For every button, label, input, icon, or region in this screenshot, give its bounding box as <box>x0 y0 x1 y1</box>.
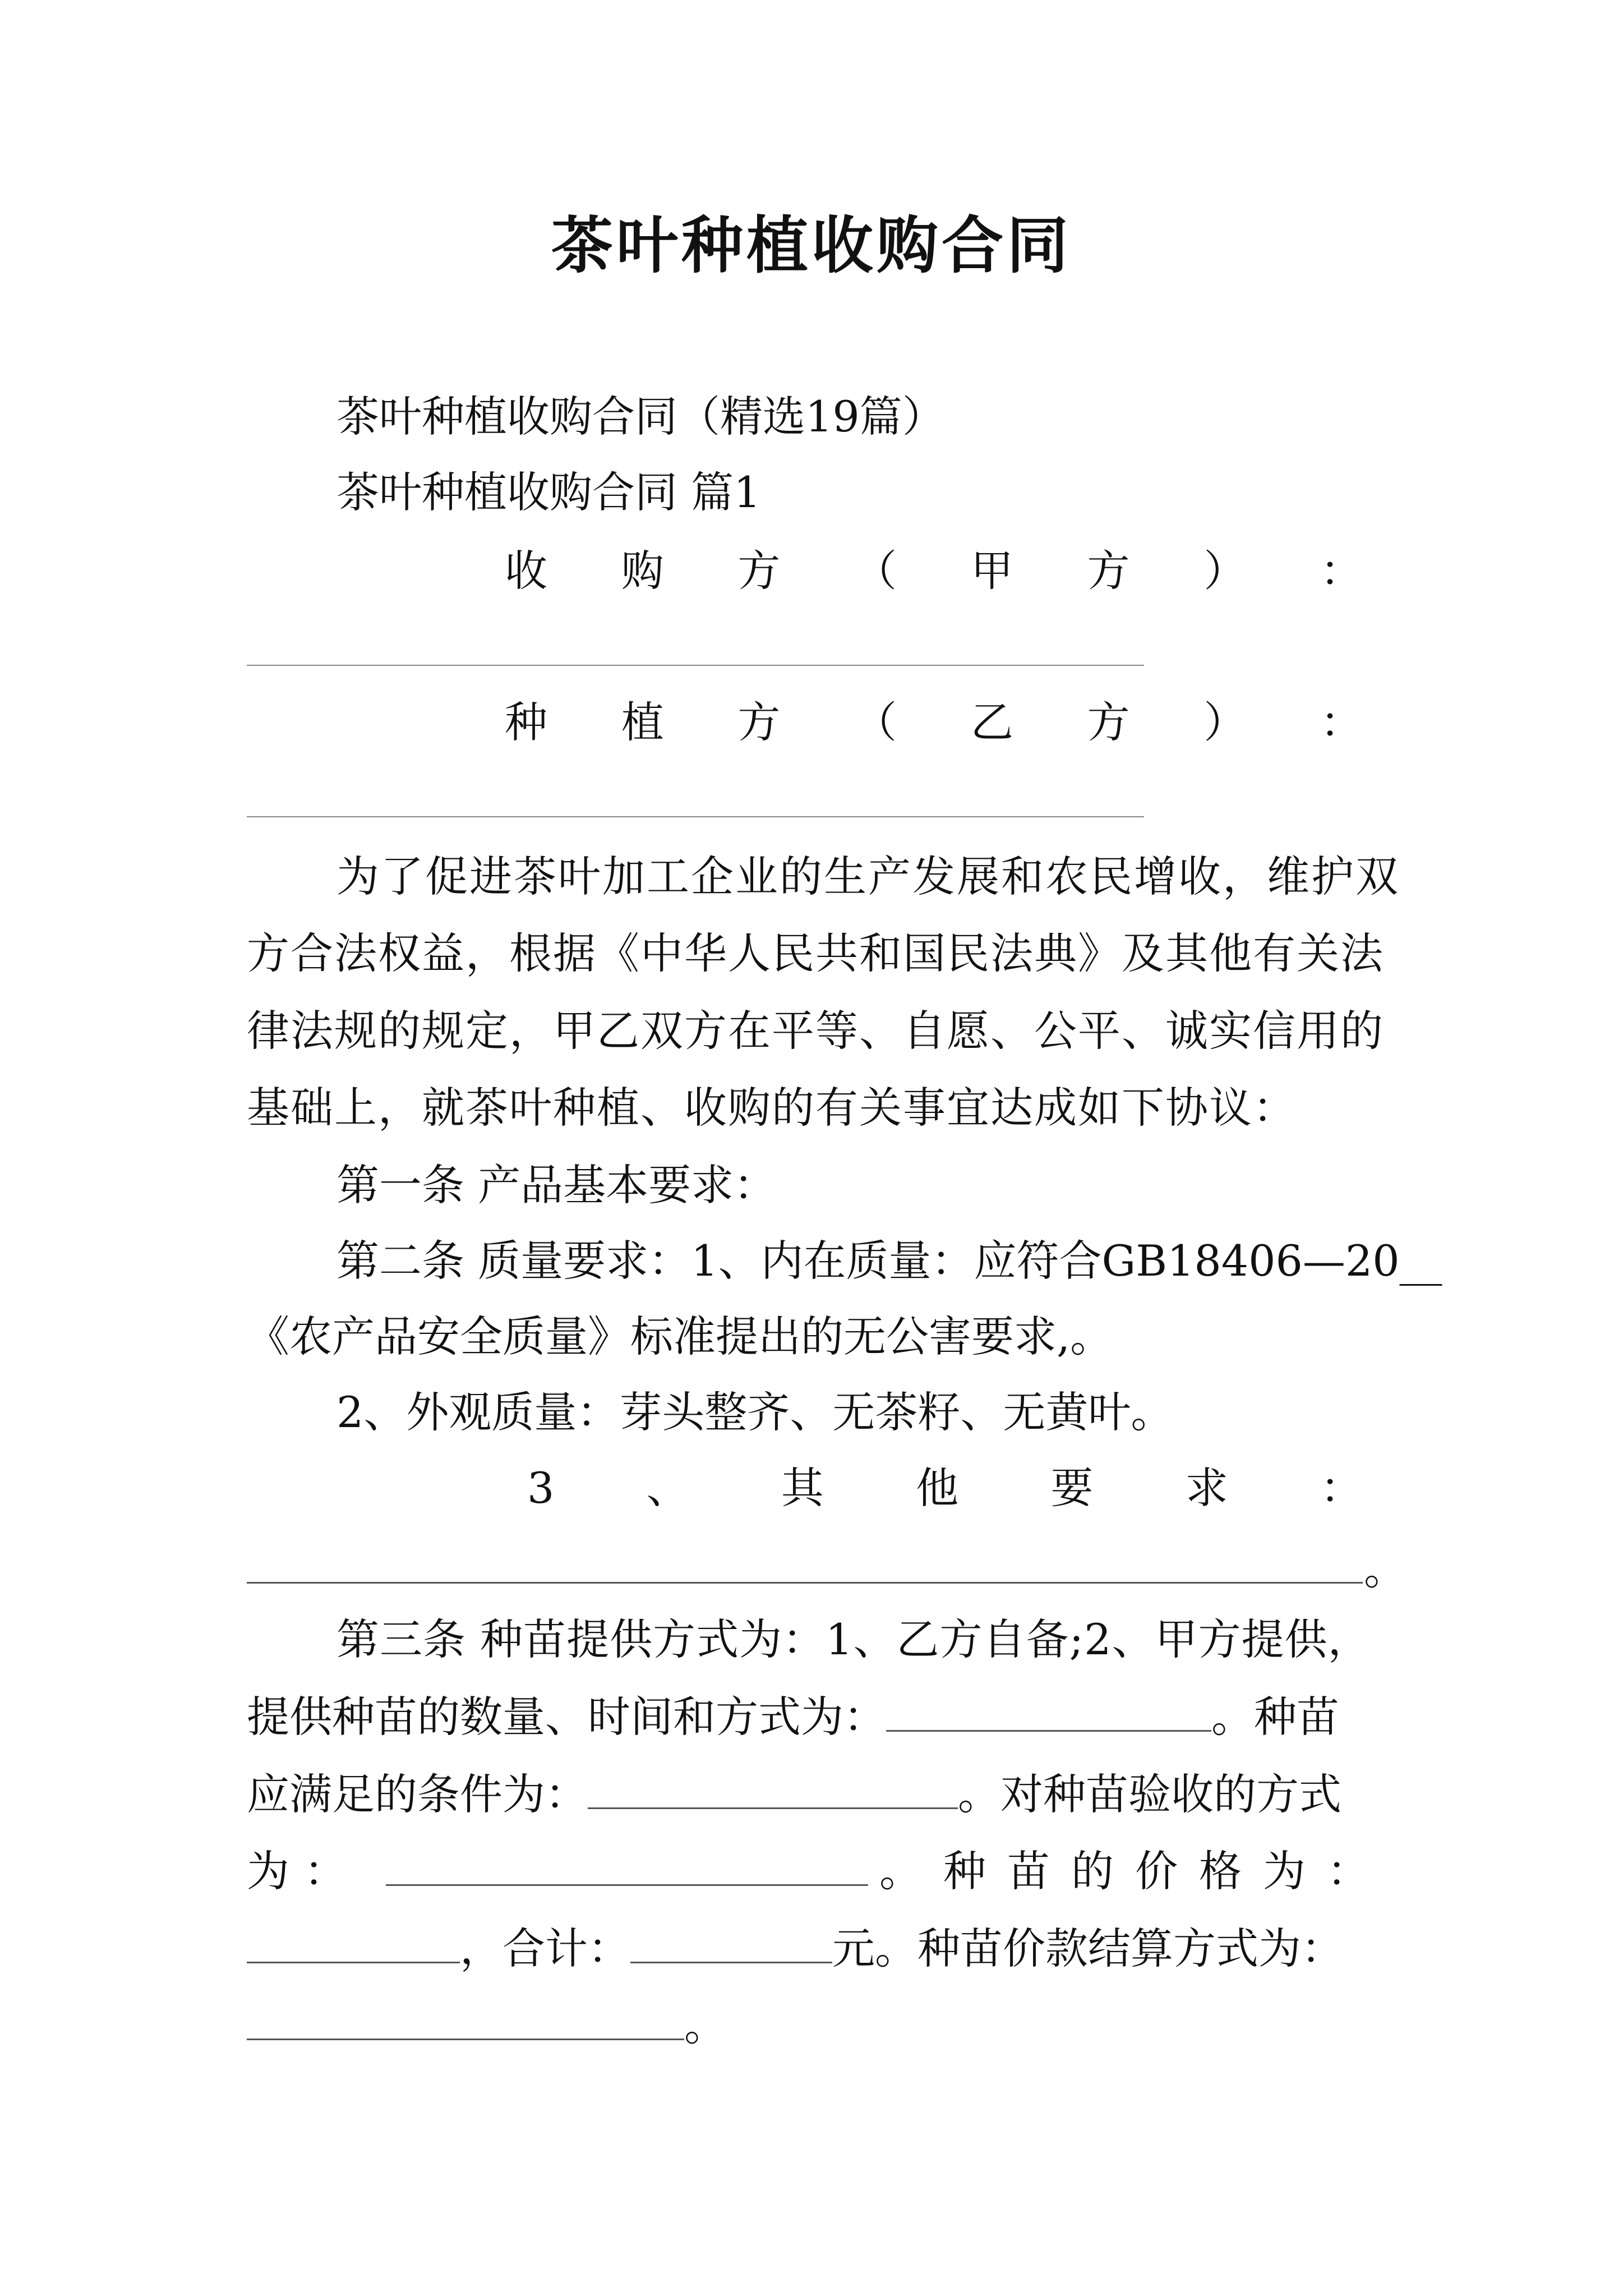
article-3-line-2 <box>247 1692 1339 1742</box>
party-a-char: 甲 <box>970 546 1013 596</box>
party-b-char: ： <box>1320 697 1363 747</box>
party-a-char: （ <box>854 546 897 596</box>
article-3-line-3 <box>247 1769 1341 1819</box>
article-3-line-6-end: 。 <box>684 2000 727 2050</box>
party-a-label <box>505 546 1363 596</box>
party-b-char: （ <box>854 697 897 747</box>
other-requirements-label <box>527 1463 1363 1513</box>
settlement-method-blank <box>247 2004 684 2040</box>
article-1: 第一条 产品基本要求： <box>336 1160 777 1210</box>
article-3-line-5 <box>247 1924 1344 1973</box>
inspection-method-blank <box>386 1849 868 1886</box>
article-3-line-2-text: 提供种苗的数量、时间和方式为： <box>247 1692 886 1742</box>
document-title: 茶叶种植收购合同 <box>551 210 1072 282</box>
other-requirements-char: 求 <box>1185 1463 1228 1513</box>
article-3-line-3-end: 。对种苗验收的方式 <box>958 1769 1341 1819</box>
article-3-line-4 <box>247 1846 1391 1896</box>
other-requirements-char: 其 <box>781 1463 824 1513</box>
preamble-line-1: 为了促进茶叶加工企业的生产发展和农民增收，维护双 <box>336 852 1400 901</box>
party-b-char: 方 <box>1087 697 1130 747</box>
article-3-line-5-end: 元。种苗价款结算方式为： <box>832 1924 1344 1973</box>
seedling-price-blank <box>247 1927 460 1963</box>
seedling-conditions-blank <box>588 1773 958 1809</box>
article-3-line-3-text: 应满足的条件为： <box>247 1769 588 1819</box>
other-requirements-char: 、 <box>646 1463 689 1513</box>
article-3-line-4-text: 为： <box>247 1846 361 1896</box>
party-a-char: ） <box>1204 546 1247 596</box>
article-3-line-5-text: ，合计： <box>460 1924 630 1973</box>
article-2-line-2: 《农产品安全质量》标准提出的无公害要求,。 <box>247 1312 1113 1361</box>
preamble-line-2: 方合法权益，根据《中华人民共和国民法典》及其他有关法 <box>247 928 1383 978</box>
other-requirements-char: 要 <box>1050 1463 1094 1513</box>
other-requirements-fill-line <box>247 1582 1363 1584</box>
party-a-char: 收 <box>505 546 547 596</box>
document-subtitle: 茶叶种植收购合同（精选19篇） <box>336 392 945 441</box>
other-requirements-char: 他 <box>916 1463 959 1513</box>
other-requirements-char: 3 <box>527 1463 555 1513</box>
party-a-char: 购 <box>621 546 664 596</box>
other-requirements-end: 。 <box>1364 1544 1407 1594</box>
party-a-char: ： <box>1320 546 1363 596</box>
article-3-line-4-end: 。种苗的价格为： <box>879 1846 1391 1896</box>
preamble-line-3: 律法规的规定，甲乙双方在平等、自愿、公平、诚实信用的 <box>247 1006 1383 1056</box>
seedling-supply-blank <box>886 1695 1211 1732</box>
article-2-line-1: 第二条 质量要求：1、内在质量：应符合GB18406—20__ <box>336 1236 1442 1286</box>
other-requirements-char: ： <box>1320 1463 1363 1513</box>
section-heading: 茶叶种植收购合同 篇1 <box>336 467 761 517</box>
total-amount-blank <box>630 1927 832 1963</box>
article-2-line-3: 2、外观质量：芽头整齐、无茶籽、无黄叶。 <box>336 1387 1174 1437</box>
party-b-fill-line <box>247 816 1144 817</box>
party-b-char: ） <box>1204 697 1247 747</box>
preamble-line-4: 基础上，就茶叶种植、收购的有关事宜达成如下协议： <box>247 1083 1297 1133</box>
article-3-line-6 <box>247 2000 727 2050</box>
article-3-line-2-end: 。种苗 <box>1211 1692 1339 1742</box>
party-a-char: 方 <box>1087 546 1130 596</box>
party-a-fill-line <box>247 665 1144 666</box>
party-b-char: 种 <box>505 697 547 747</box>
party-a-char: 方 <box>737 546 781 596</box>
party-b-char: 植 <box>621 697 664 747</box>
party-b-char: 方 <box>737 697 781 747</box>
article-3-line-1: 第三条 种苗提供方式为：1、乙方自备;2、甲方提供， <box>336 1614 1371 1664</box>
party-b-char: 乙 <box>970 697 1013 747</box>
party-b-label <box>505 697 1363 747</box>
